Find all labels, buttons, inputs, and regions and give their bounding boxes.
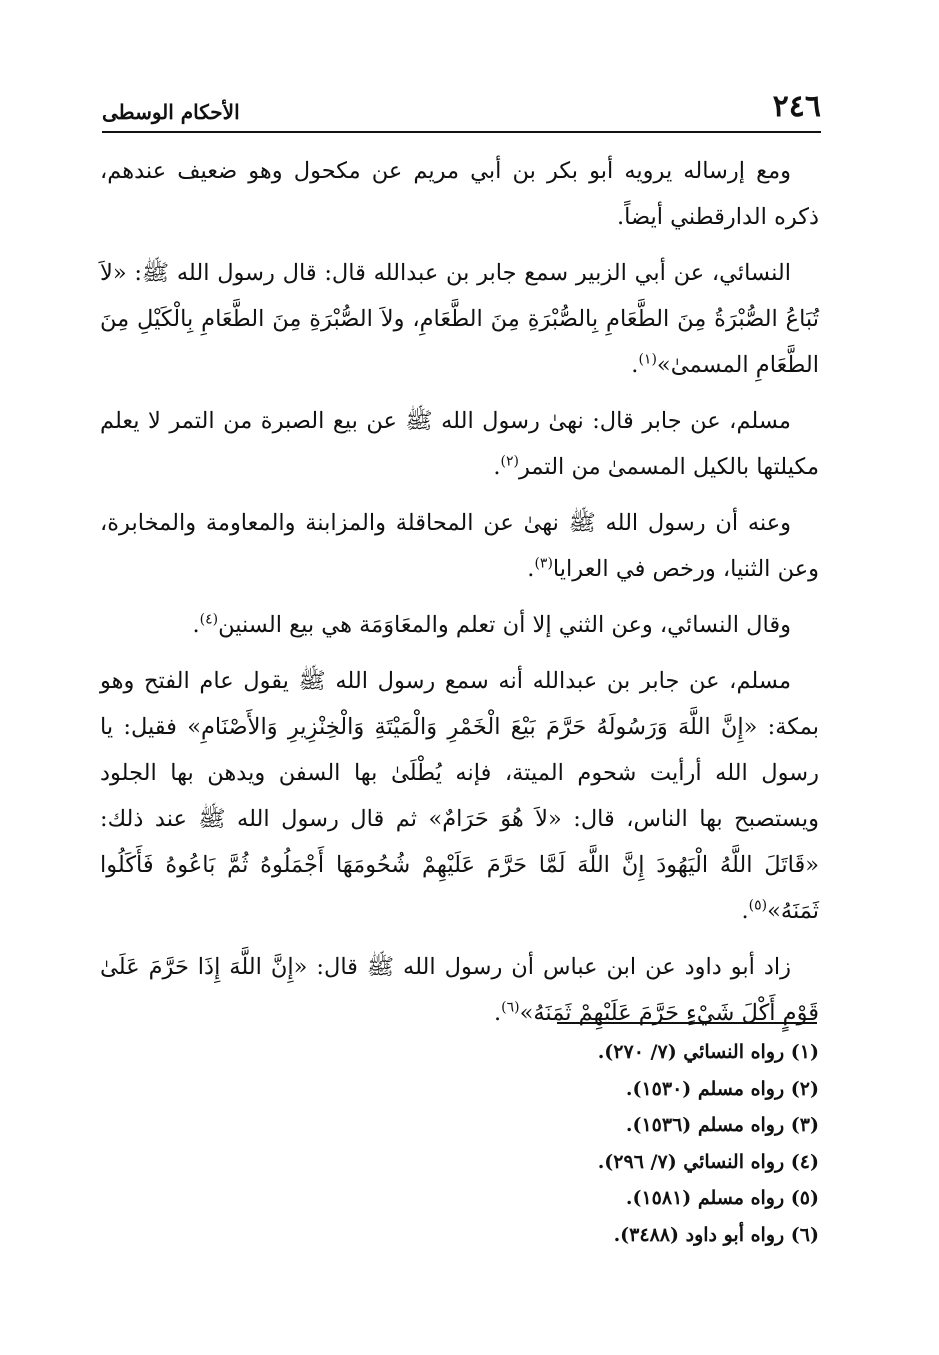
paragraph: وعنه أن رسول الله ﷺ نهىٰ عن المحاقلة والمزابنة والمعاومة والمخابرة، وعن الثنيا، ورخص في العرايا$^{(٣)}$.: [100, 510, 819, 582]
paragraph: [100, 148, 819, 240]
paragraph: مسلم، عن جابر قال: نهىٰ رسول الله ﷺ عن بيع الصبرة من التمر لا يعلم مكيلتها بالكيل المسمىٰ من التمر$^{(٢)}$.: [100, 408, 819, 480]
footnotes: [100, 1034, 819, 1253]
footnote-item: (٥) رواه مسلم (١٥٨١).: [625, 1187, 819, 1209]
footnote-item: (١) رواه النسائي (٧/ ٢٧٠).: [597, 1041, 819, 1063]
paragraph: وقال النسائي، وعن الثني إلا أن تعلم والمعَاوَمَة هي بيع السنين$^{(٤)}$.: [192, 611, 791, 638]
paragraph-text: وقال النسائي، وعن الثني إلا أن تعلم والمعَاوَمَة هي بيع السنين: [218, 612, 791, 638]
footnote-item: (٣) رواه مسلم (١٥٣٦).: [625, 1114, 819, 1136]
header-divider: [102, 131, 821, 133]
paragraph-text: مسلم، عن جابر بن عبدالله أنه سمع رسول الله ﷺ يقول عام الفتح وهو بمكة: «إِنَّ اللَّهَ وَرَسُولَهُ حَرَّمَ بَيْعَ الْخَمْرِ وَالْمَيْتَةِ وَالْخِنْزِيرِ وَالأَصْنَامِ» فقيل: يا رسول الله أرأيت شحوم الميتة، فإنه يُطْلَىٰ بها السفن ويدهن بها الجلود ويستصبح بها الناس، قال: «لاَ هُوَ حَرَامٌ» ثم قال رسول الله ﷺ عند ذلك: «قَاتَلَ اللَّهُ الْيَهُودَ إِنَّ اللَّهَ لَمَّا حَرَّمَ عَلَيْهِمْ شُحُومَهَا أَجْمَلُوهُ ثُمَّ بَاعُوهُ فَأَكَلُوا ثَمَنَهُ»: [100, 668, 819, 924]
footnote-divider: [557, 1022, 817, 1024]
main-text: [100, 148, 819, 1046]
paragraph-text: وعنه أن رسول الله ﷺ نهىٰ عن المحاقلة والمزابنة والمعاومة والمخابرة، وعن الثنيا، ورخص في العرايا: [100, 510, 819, 582]
footnote-item: (٤) رواه النسائي (٧/ ٢٩٦).: [597, 1150, 819, 1173]
footnote-reference: (٦): [501, 999, 520, 1016]
footnote-reference: (٢): [500, 453, 519, 470]
footnote-item: (٢) رواه مسلم (١٥٣٠).: [625, 1077, 819, 1100]
page-number: ٢٤٦: [772, 89, 821, 124]
footnote-reference: (٣): [534, 555, 553, 572]
footnote-reference: (١): [638, 351, 657, 368]
footnote-reference: (٤): [199, 611, 219, 628]
page-header: [102, 84, 821, 124]
footnote-item: (٦) رواه أبو داود (٣٤٨٨).: [613, 1223, 819, 1246]
paragraph-text: ومع إرساله يرويه أبو بكر بن أبي مريم عن مكحول وهو ضعيف عندهم، ذكره الدارقطني أيضاً.: [100, 158, 819, 230]
footnote-reference: (٥): [748, 897, 768, 914]
paragraph-text: النسائي، عن أبي الزبير سمع جابر بن عبدالله قال: قال رسول الله ﷺ: «لاَ تُبَاعُ الصُّبْرَةُ مِنَ الطَّعَامِ بِالصُّبْرَةِ مِنَ الطَّعَامِ، ولاَ الصُّبْرَةِ مِنَ الطَّعَامِ بِالْكَيْلِ مِنَ الطَّعَامِ المسمىٰ»: [100, 260, 819, 378]
paragraph: النسائي، عن أبي الزبير سمع جابر بن عبدالله قال: قال رسول الله ﷺ: «لاَ تُبَاعُ الصُّبْرَةُ مِنَ الطَّعَامِ بِالصُّبْرَةِ مِنَ الطَّعَامِ، ولاَ الصُّبْرَةِ مِنَ الطَّعَامِ بِالْكَيْلِ مِنَ الطَّعَامِ المسمىٰ»$^{(١)}$.: [100, 260, 819, 378]
running-title: الأحكام الوسطى: [102, 100, 240, 124]
paragraph: زاد أبو داود عن ابن عباس أن رسول الله ﷺ قال: «إِنَّ اللَّهَ إِذَا حَرَّمَ عَلَىٰ قَوْمٍ أَكْلَ شَيْءٍ حَرَّمَ عَلَيْهِمْ ثَمَنَهُ»$^{(٦)}$.: [100, 954, 819, 1026]
paragraph: مسلم، عن جابر بن عبدالله أنه سمع رسول الله ﷺ يقول عام الفتح وهو بمكة: «إِنَّ اللَّهَ وَرَسُولَهُ حَرَّمَ بَيْعَ الْخَمْرِ وَالْمَيْتَةِ وَالْخِنْزِيرِ وَالأَصْنَامِ» فقيل: يا رسول الله أرأيت شحوم الميتة، فإنه يُطْلَىٰ بها السفن ويدهن بها الجلود ويستصبح بها الناس، قال: «لاَ هُوَ حَرَامٌ» ثم قال رسول الله ﷺ عند ذلك: «قَاتَلَ اللَّهُ الْيَهُودَ إِنَّ اللَّهَ لَمَّا حَرَّمَ عَلَيْهِمْ شُحُومَهَا أَجْمَلُوهُ ثُمَّ بَاعُوهُ فَأَكَلُوا ثَمَنَهُ»$^{(٥)}$.: [100, 668, 819, 924]
paragraph-text: مسلم، عن جابر قال: نهىٰ رسول الله ﷺ عن بيع الصبرة من التمر لا يعلم مكيلتها بالكيل المسمىٰ من التمر: [100, 408, 819, 480]
paragraph-text: زاد أبو داود عن ابن عباس أن رسول الله ﷺ قال: «إِنَّ اللَّهَ إِذَا حَرَّمَ عَلَىٰ قَوْمٍ أَكْلَ شَيْءٍ حَرَّمَ عَلَيْهِمْ ثَمَنَهُ»: [100, 954, 819, 1026]
